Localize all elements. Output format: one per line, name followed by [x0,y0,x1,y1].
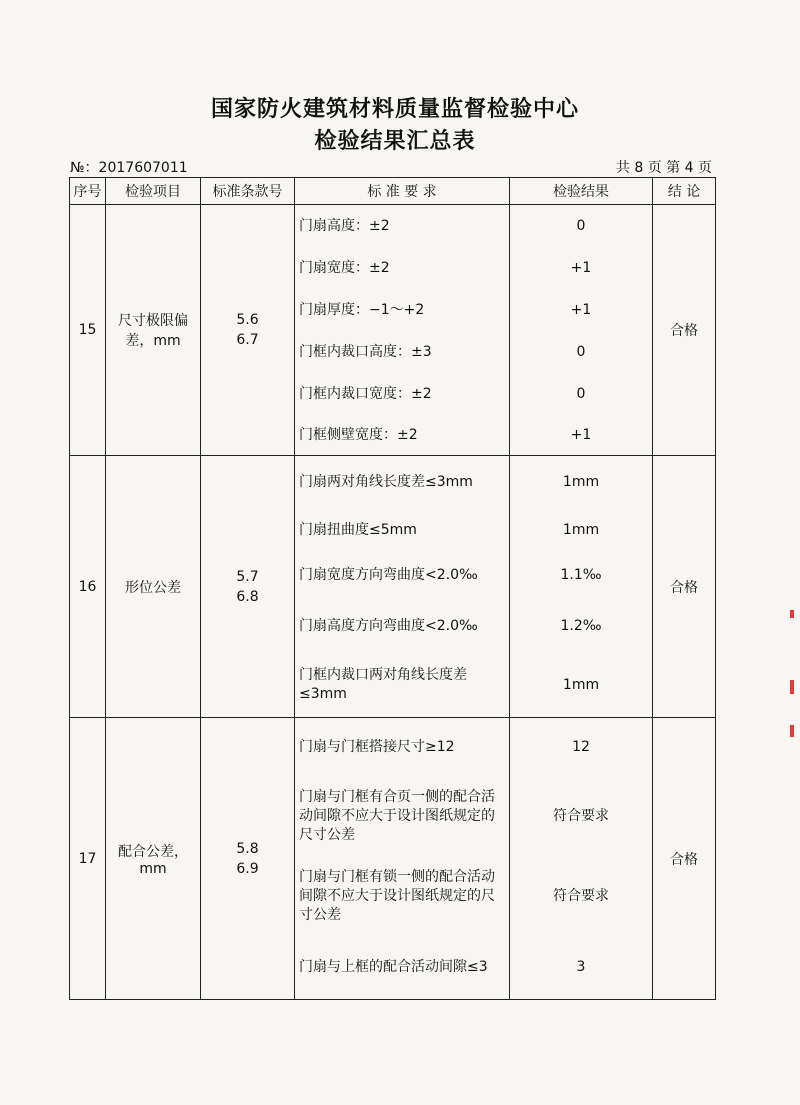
requirement-line: 门框内裁口宽度：±2 [299,385,432,402]
conclusion-cell: 合格 [653,718,716,1000]
table-row [70,718,716,1000]
requirement-line: 门框内裁口高度：±3 [299,343,432,360]
requirement-line: 门扇高度：±2 [299,217,390,234]
requirement-line: 门扇与门框有锁一侧的配合活动间隙不应大于设计图纸规定的尺寸公差 [299,868,495,923]
result-value: 符合要求 [553,887,609,904]
result-value: +1 [570,259,592,276]
document-title: 国家防火建筑材料质量监督检验中心 [210,97,579,122]
col-header-seq: 序号 [70,178,106,205]
result-value: 12 [572,738,590,755]
result-value: +1 [570,426,592,443]
report-number: №：2017607011 [70,160,188,176]
seq-cell: 15 [70,205,106,456]
requirement-line: 门扇宽度：±2 [299,259,390,276]
clause-number: 5.7 [236,568,259,585]
clause-number: 5.8 [236,840,259,857]
result-value: 1mm [562,521,600,538]
requirement-line: 门扇与门框有合页一侧的配合活动间隙不应大于设计图纸规定的尺寸公差 [299,788,495,843]
result-cell [510,456,653,718]
requirement-line: 门扇扭曲度≤5mm [299,521,417,538]
seal-edge-mark [790,680,794,694]
page-info: 共 8 页 第 4 页 [615,160,712,176]
result-value: 1.1‰ [560,566,602,583]
clause-cell [201,456,295,718]
clause-number: 5.6 [236,312,259,328]
requirement-line: 门扇与上框的配合活动间隙≤3 [299,958,488,975]
col-header-requirement: 标 准 要 求 [295,178,510,205]
requirement-line: 门框内裁口两对角线长度差≤3mm [299,667,467,702]
result-cell [510,205,653,456]
clause-number: 6.8 [236,588,259,605]
result-value: 0 [576,343,586,360]
table-row [70,456,716,718]
table-header-row [70,178,716,205]
result-value: 3 [576,958,586,975]
seal-edge-mark [790,725,794,737]
requirement-line: 门扇与门框搭接尺寸≥12 [299,738,455,755]
item-cell: 尺寸极限偏差，mm [106,205,201,456]
requirement-cell [295,456,510,718]
result-value: +1 [570,301,592,318]
result-value: 符合要求 [553,807,609,824]
conclusion-cell: 合格 [653,456,716,718]
col-header-item: 检验项目 [106,178,201,205]
clause-cell [201,718,295,1000]
clause-number: 6.7 [236,332,259,348]
col-header-conclusion: 结 论 [653,178,716,205]
result-value: 0 [576,385,586,402]
result-value: 0 [576,217,586,234]
seal-edge-mark [790,610,794,618]
result-value: 1.2‰ [560,617,602,634]
seq-cell: 17 [70,718,106,1000]
document-subtitle: 检验结果汇总表 [314,129,476,154]
requirement-line: 门框侧壁宽度：±2 [299,426,418,443]
conclusion-cell: 合格 [653,205,716,456]
result-value: 1mm [562,473,600,490]
requirement-line: 门扇高度方向弯曲度<2.0‰ [299,617,478,634]
table-row [70,205,716,456]
item-cell: 配合公差，mm [106,718,201,1000]
requirement-cell [295,718,510,1000]
col-header-result: 检验结果 [510,178,653,205]
requirement-line: 门扇厚度：−1～+2 [299,301,425,318]
result-cell [510,718,653,1000]
results-table [69,177,716,1000]
requirement-line: 门扇宽度方向弯曲度<2.0‰ [299,566,478,583]
clause-number: 6.9 [236,860,259,877]
item-cell: 形位公差 [106,456,201,718]
col-header-clause: 标准条款号 [201,178,295,205]
seq-cell: 16 [70,456,106,718]
result-value: 1mm [562,676,600,693]
clause-cell [201,205,295,456]
requirement-cell [295,205,510,456]
requirement-line: 门扇两对角线长度差≤3mm [299,473,473,490]
